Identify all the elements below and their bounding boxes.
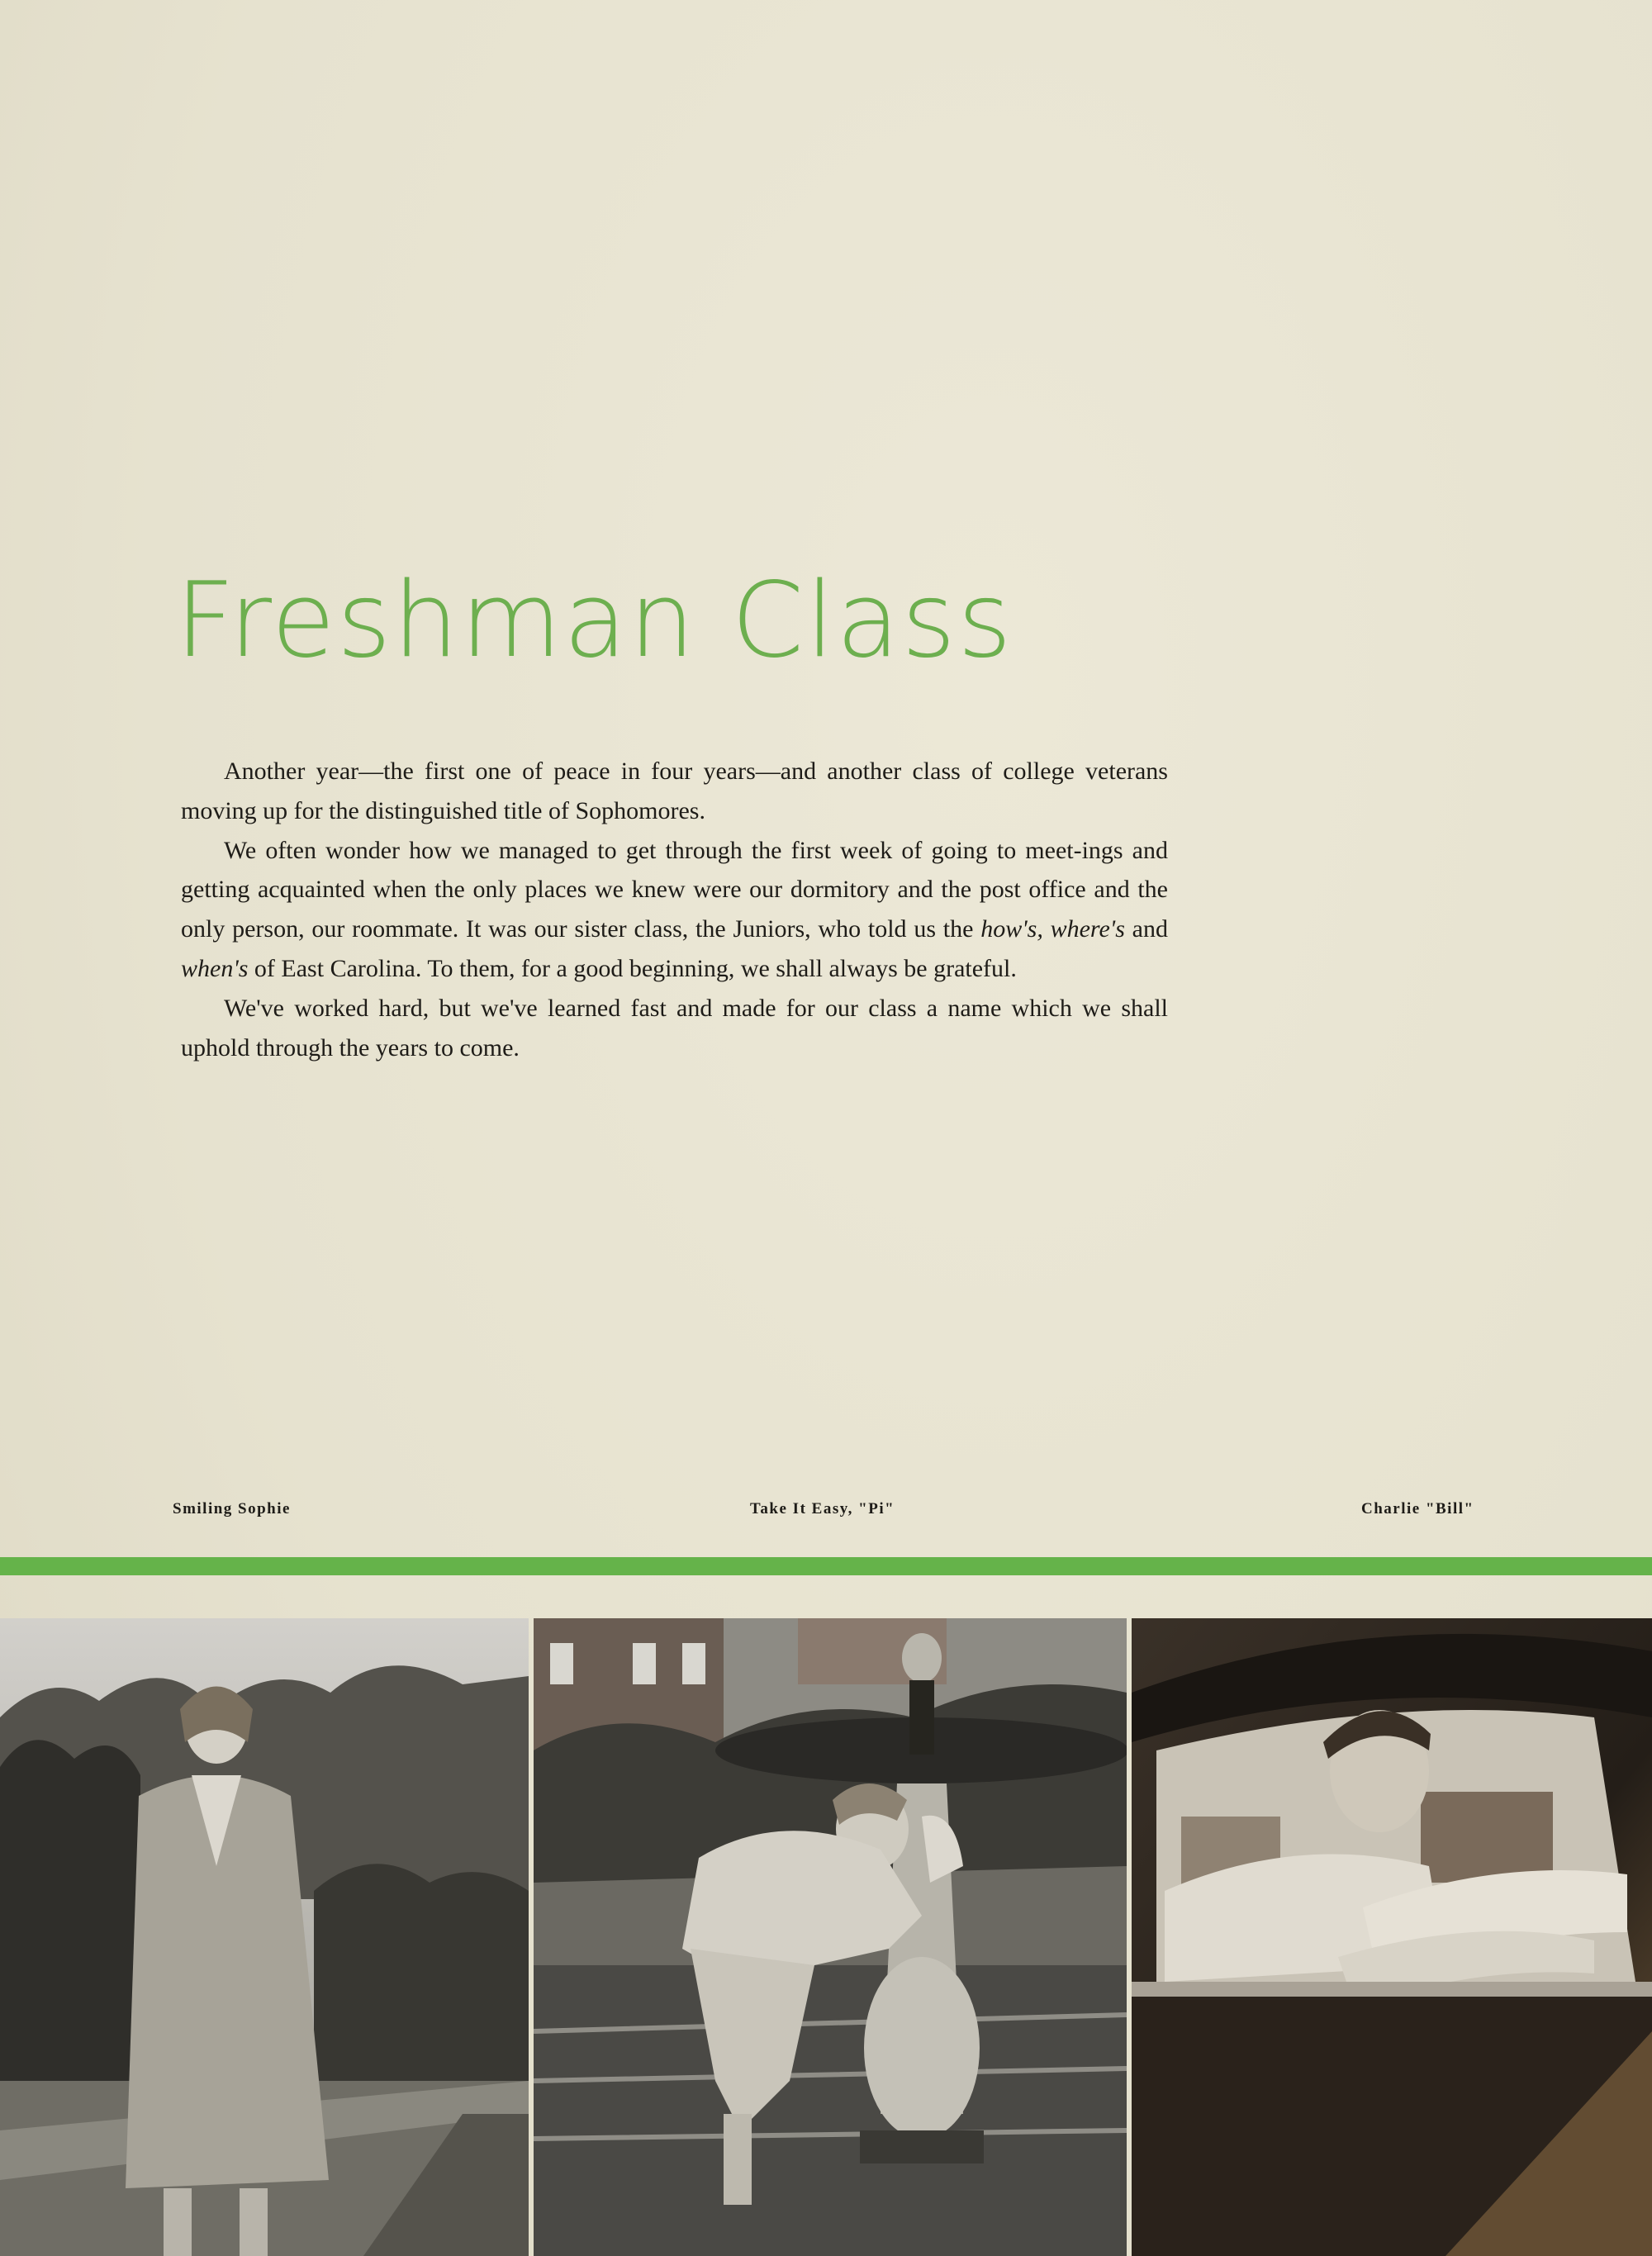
green-divider [0,1557,1652,1575]
caption-center: Take It Easy, "Pi" [750,1500,895,1517]
photo-charlie-bill [1132,1618,1652,2256]
article-body [181,752,1168,1067]
photo-take-it-easy-pi [534,1618,1127,2256]
caption-right: Charlie "Bill" [1361,1500,1474,1517]
page-title: Freshman Class [175,559,1014,681]
paragraph-3: We've worked hard, but we've learned fast and made for our class a name which we shall uphold through the years to come. [181,994,1168,1062]
caption-left: Smiling Sophie [173,1500,291,1517]
photo-smiling-sophie [0,1618,529,2256]
paragraph-1: Another year—the first one of peace in four years—and another class of college veterans moving up for the distinguished title of Sophomores. [181,758,1168,824]
paragraph-2: We often wonder how we managed to get through the first week of going to meet-ings and getting acquainted when the only places we knew were our dormitory and the post office and the only person, our roommate. It was our sister class, the Juniors, who told us the how's, where's and when's of East Carolina. To them, for a good beginning, we shall always be grateful. [181,836,1169,982]
